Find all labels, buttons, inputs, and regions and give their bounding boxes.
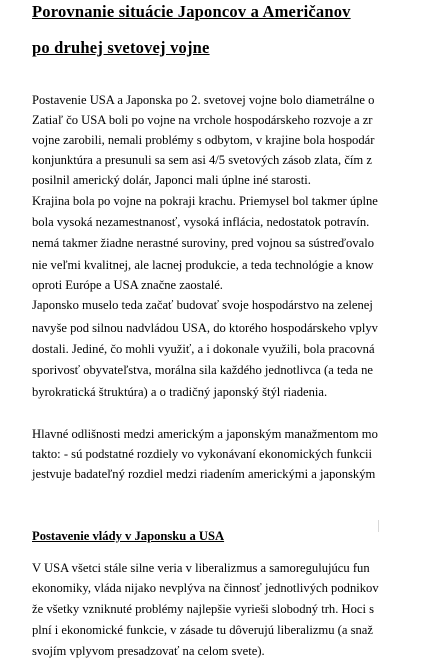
paragraph-line: nie veľmi kvalitnej, ale lacnej produkcie, a teda technológie a know: [32, 258, 374, 272]
text-cursor-mark: [378, 520, 379, 532]
paragraph-line: byrokratická štruktúra) a o tradičný japonský štýl riadenia.: [32, 385, 328, 399]
paragraph-line: dostali. Jediné, čo mohli využiť, a i dokonale využili, bola pracovná: [32, 342, 375, 356]
section-line: V USA všetci stále silne veria v liberalizmus a samoregulujúcu fun: [32, 561, 370, 575]
paragraph-line: Krajina bola po vojne na pokraji krachu. Priemysel bol takmer úplne: [32, 194, 378, 208]
paragraph-line: vojne zarobili, nemali problémy s odbytom, v krajine bola hospodár: [32, 133, 375, 147]
section-heading: Postavenie vlády v Japonsku a USA: [32, 529, 225, 543]
paragraph-line: sporivosť obyvateľstva, morálna sila každého jednotlivca (a teda ne: [32, 363, 373, 377]
section-line: že všetky vzniknuté problémy najlepšie vyrieši slobodný trh. Hoci s: [32, 602, 375, 616]
paragraph-line: jestvuje badateľný rozdiel medzi riadením americkými a japonským: [32, 467, 376, 481]
document-title-line-2: po druhej svetovej vojne: [32, 38, 210, 57]
section-line: ekonomiky, vláda nijako nevplýva na činnosť jednotlivých podnikov: [32, 581, 379, 595]
paragraph-line: oproti Európe a USA značne zaostalé.: [32, 278, 223, 292]
paragraph-line: Postavenie USA a Japonska po 2. svetovej vojne bolo diametrálne o: [32, 93, 375, 107]
paragraph-line: konjunktúra a presunuli sa sem asi 4/5 svetových zásob zlata, čím z: [32, 153, 372, 167]
document-title-line-1: Porovnanie situácie Japoncov a Američanov: [32, 2, 351, 21]
paragraph-line: navyše pod silnou nadvládou USA, do ktorého hospodárskeho vplyv: [32, 321, 378, 335]
paragraph-line: posilnil americký dolár, Japonci mali úplne iné starosti.: [32, 173, 311, 187]
section-line: svojím vplyvom presadzovať na celom svete).: [32, 644, 265, 658]
paragraph-line: takto: - sú podstatné rozdiely vo vykonávaní ekonomických funkcii: [32, 447, 372, 461]
paragraph-line: bola vysoká nezamestnanosť, vysoká inflácia, nedostatok potravín.: [32, 215, 370, 229]
paragraph-line: Hlavné odlišnosti medzi americkým a japonským manažmentom mo: [32, 427, 378, 441]
section-line: plní i ekonomické funkcie, v zásade tu dôverujú liberalizmu (a snaž: [32, 623, 373, 637]
paragraph-line: nemá takmer žiadne nerastné suroviny, pred vojnou sa sústreďovalo: [32, 236, 375, 250]
paragraph-line: Zatiaľ čo USA boli po vojne na vrchole hospodárskeho rozvoje a zr: [32, 113, 373, 127]
paragraph-line: Japonsko muselo teda začať budovať svoje hospodárstvo na zelenej: [32, 298, 373, 312]
